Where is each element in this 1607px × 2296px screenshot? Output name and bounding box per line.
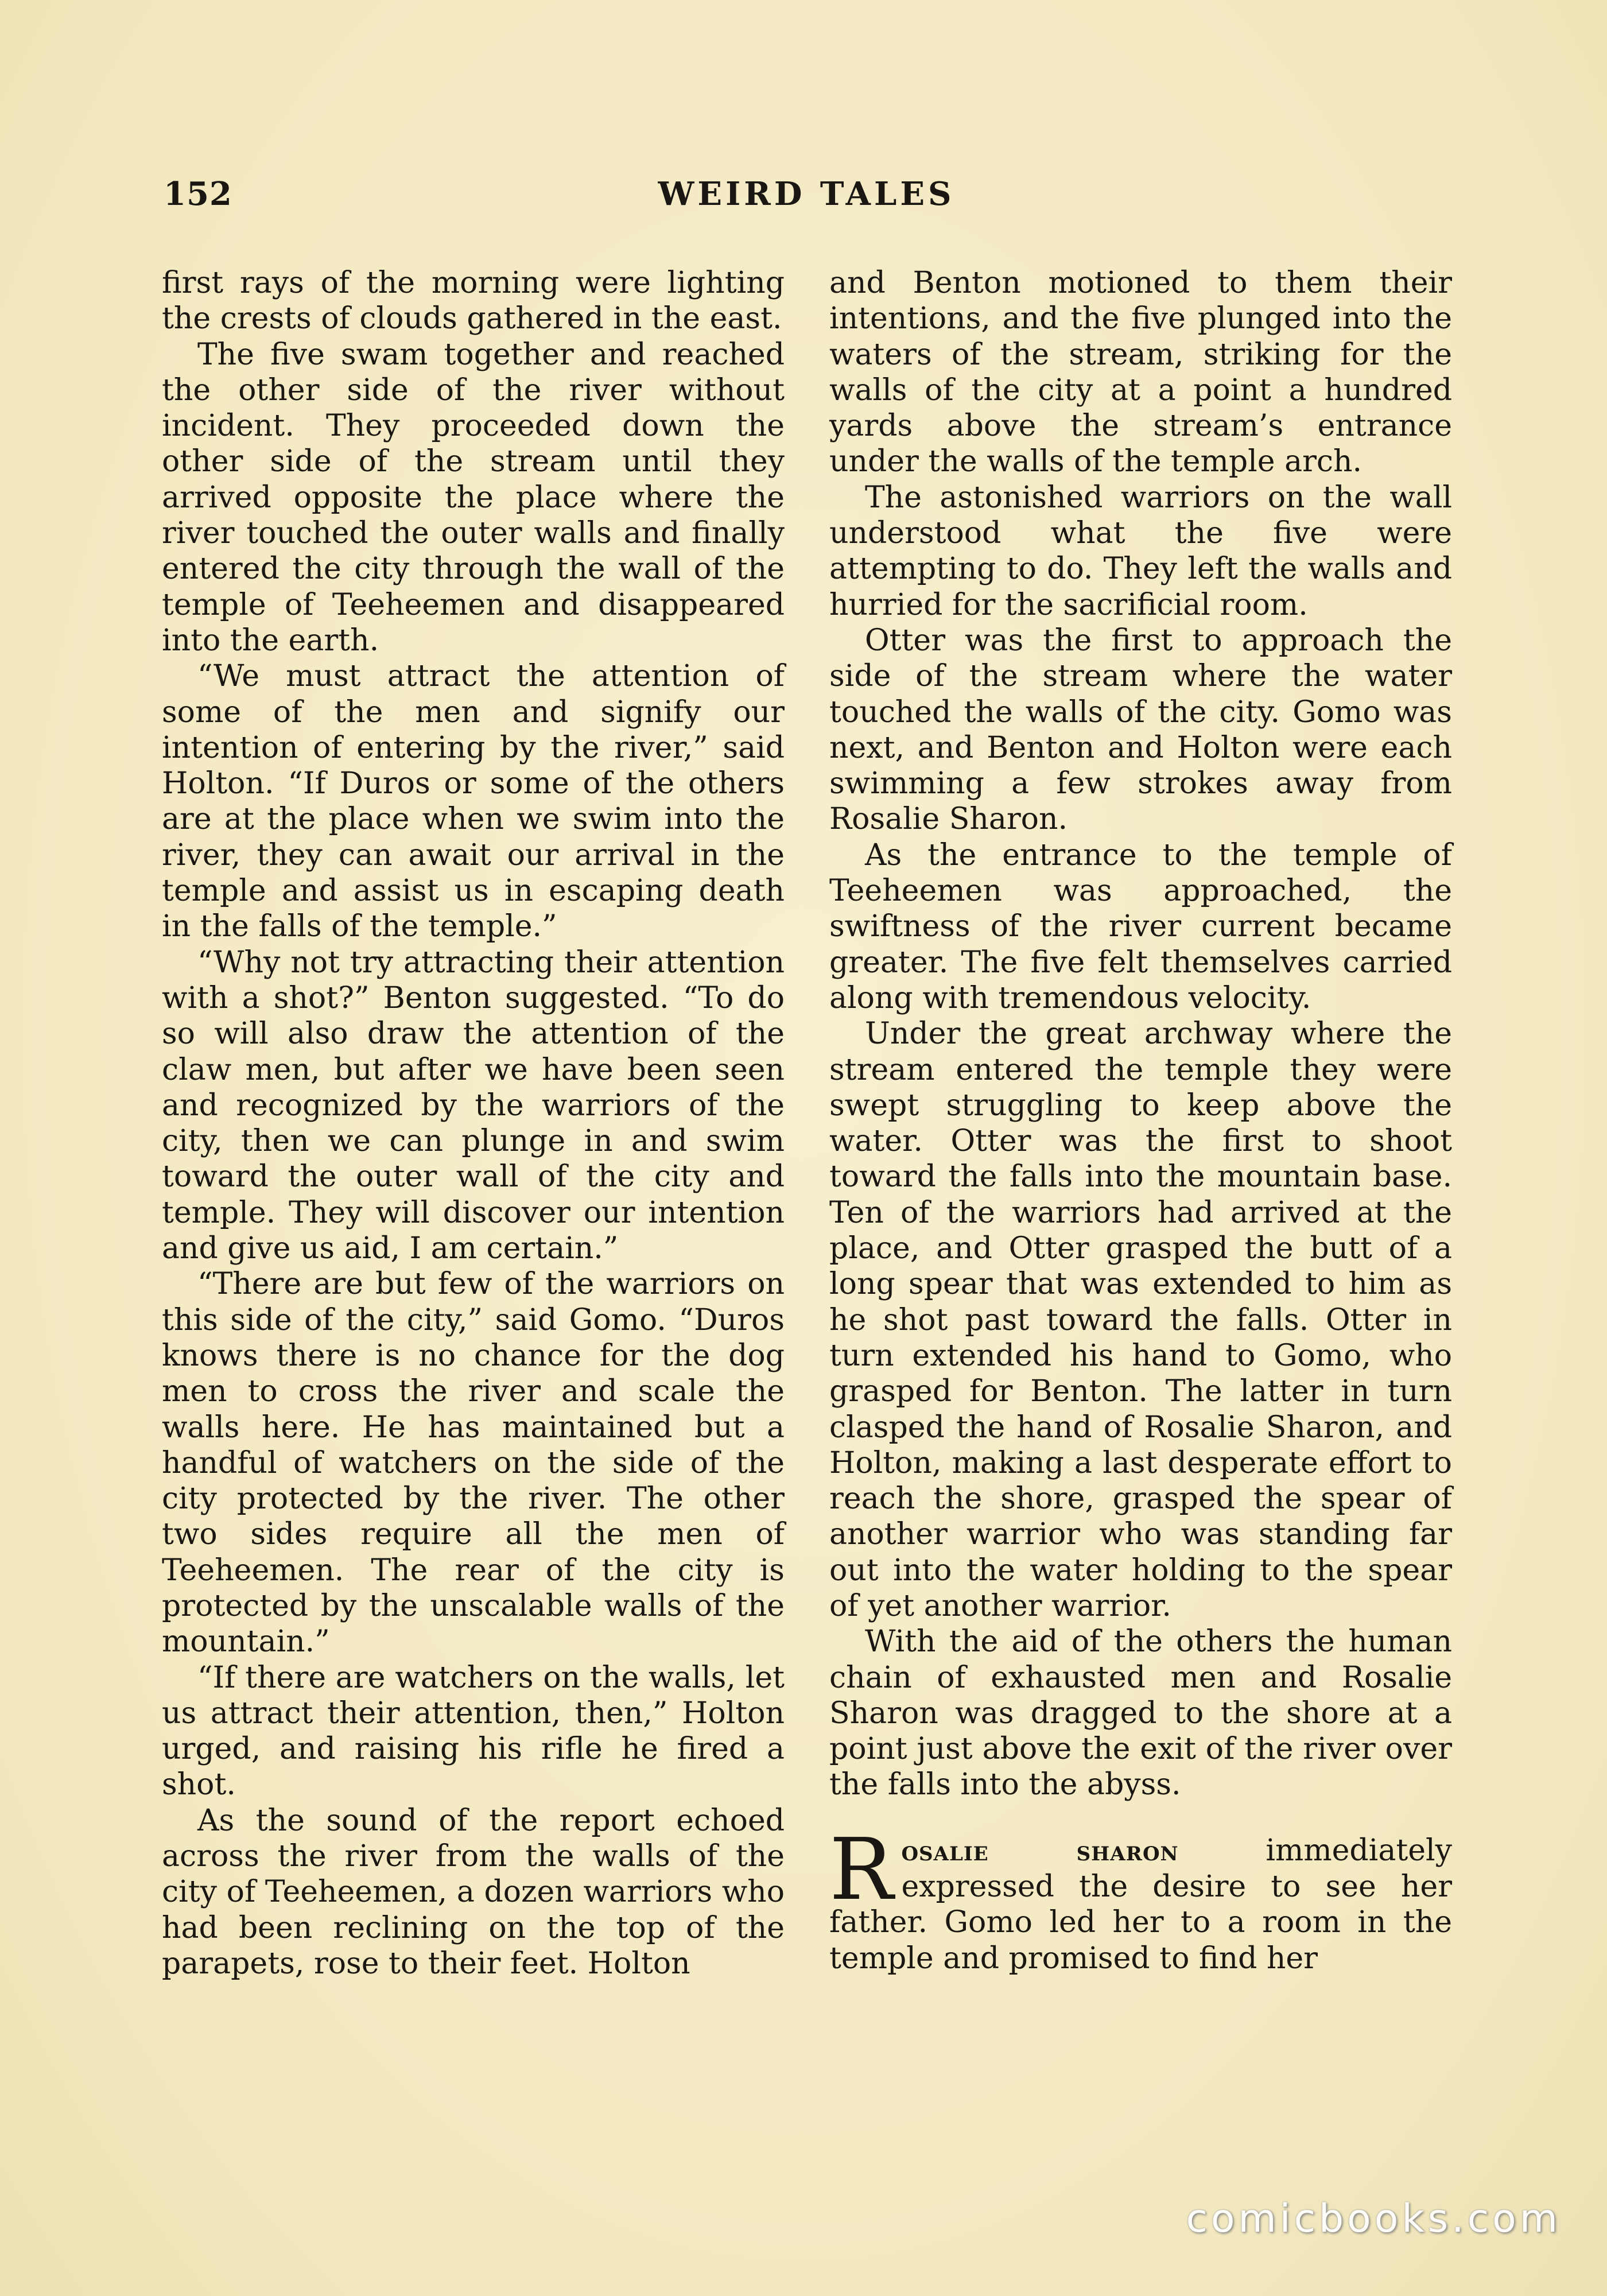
section-opening-text: immediately expressed the desire to see her father. Gomo led her to a room in the temple and promised to find her [829,1833,1452,1976]
paragraph: As the entrance to the temple of Teeheemen was approached, the swiftness of the river current became greater. The five felt themselves carried along with tremendous velocity. [829,837,1452,1015]
running-title: WEIRD TALES [658,175,955,213]
small-caps-lead: osalie sharon [901,1835,1179,1867]
watermark: comicbooks.com [1186,2196,1561,2241]
section-opening-paragraph [829,1820,1452,1976]
paragraph: first rays of the morning were lighting the crests of clouds gathered in the east. [162,266,785,336]
paragraph: The astonished warriors on the wall understood what the five were attempting to do. They left the walls and hurried for the sacrificial room. [829,480,1452,622]
left-column [162,265,785,1981]
paragraph: As the sound of the report echoed across the river from the walls of the city of Teeheemen, a dozen warriors who had been reclining on the top of the parapets, rose to their feet. Holton [162,1803,785,1981]
drop-cap: R [829,1820,894,1919]
paragraph: With the aid of the others the human chain of exhausted men and Rosalie Sharon was dragged to the shore at a point just above the exit of the river over the falls into the abyss. [829,1624,1452,1802]
paragraph: “There are but few of the warriors on this side of the city,” said Gomo. “Duros knows there is no chance for the dog men to cross the river and scale the walls here. He has maintained but a handful of watchers on the side of the city protected by the river. The other two sides require all the men of Teeheemen. The rear of the city is protected by the unscalable walls of the mountain.” [162,1267,785,1659]
right-column-paragraphs [829,265,1452,1803]
page-number: 152 [164,175,232,213]
paragraph: “Why not try attracting their attention with a shot?” Benton suggested. “To do so will also draw the attention of the claw men, but after we have been seen and recognized by the warriors of the city, then we can plunge in and swim toward the outer wall of the city and temple. They will discover our intention and give us aid, I am certain.” [162,945,785,1266]
paragraph: The five swam together and reached the other side of the river without incident. They proceeded down the other side of the stream until they arrived opposite the place where the river touched the outer walls and finally entered the city through the wall of the temple of Teeheemen and disappeared into the earth. [162,337,785,658]
paragraph: Otter was the first to approach the side of the stream where the water touched the walls of the city. Gomo was next, and Benton and Holton were each swimming a few strokes away from Rosalie Sharon. [829,623,1452,837]
paragraph: Under the great archway where the stream entered the temple they were swept struggling to keep above the water. Otter was the first to shoot toward the falls into the mountain base. Ten of the warriors had arrived at the place, and Otter grasped the butt of a long spear that was extended to him as he shot past toward the falls. Otter in turn extended his hand to Gomo, who grasped for Benton. The latter in turn clasped the hand of Rosalie Sharon, and Holton, making a last desperate effort to reach the shore, grasped the spear of another warrior who was standing far out into the water holding to the spear of yet another warrior. [829,1017,1452,1623]
paragraph: “If there are watchers on the walls, let us attract their attention, then,” Holton urged, and raising his rifle he fired a shot. [162,1660,785,1802]
page-header [164,175,1449,227]
right-column [829,265,1452,1976]
paragraph: “We must attract the attention of some of the men and signify our intention of entering by the river,” said Holton. “If Duros or some of the others are at the place when we swim into the river, they can await our arrival in the temple and assist us in escaping death in the falls of the temple.” [162,659,785,944]
paragraph: and Benton motioned to them their intentions, and the five plunged into the waters of the stream, striking for the walls of the city at a point a hundred yards above the stream’s entrance under the walls of the temple arch. [829,266,1452,479]
